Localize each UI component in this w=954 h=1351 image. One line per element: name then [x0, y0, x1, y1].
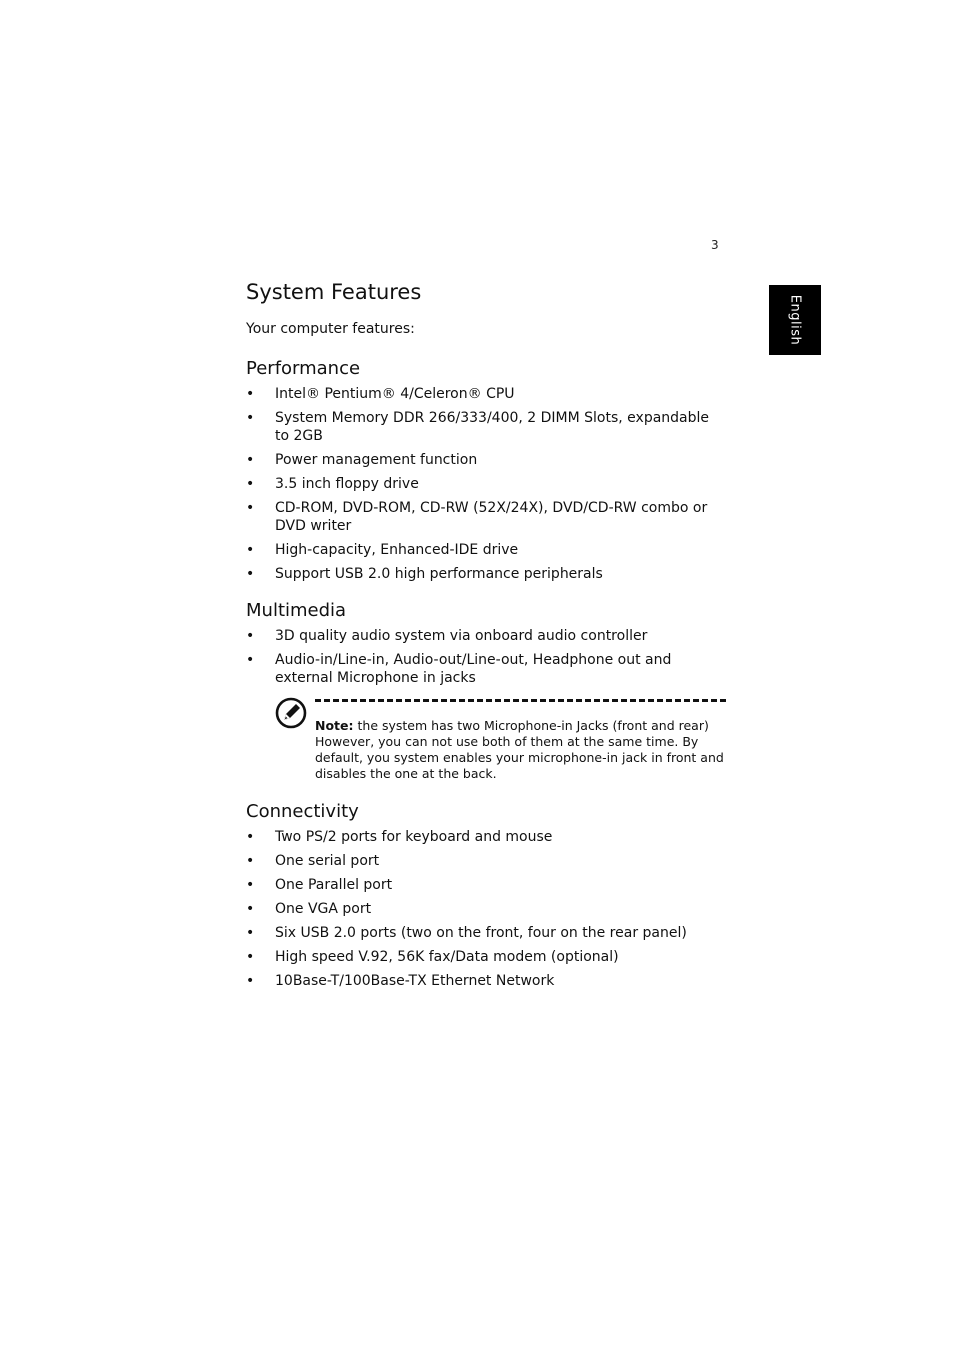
list-item-text: 3D quality audio system via onboard audio controller [275, 628, 648, 644]
list-item-text: One VGA port [275, 901, 372, 917]
list-item-text: 10Base-T/100Base-TX Ethernet Network [275, 973, 555, 989]
list-item-text: One Parallel port [275, 877, 393, 893]
bullet-glyph: • [246, 901, 255, 917]
page-content [246, 278, 726, 1006]
list-item-text: CD-ROM, DVD-ROM, CD-RW (52X/24X), DVD/CD-RW combo or DVD writer [275, 500, 708, 534]
bullet-glyph: • [246, 566, 255, 582]
language-tab [769, 285, 821, 355]
bullet-glyph: • [246, 410, 255, 426]
list-item [246, 876, 726, 894]
list-item-text: System Memory DDR 266/333/400, 2 DIMM Slots, expandable to 2GB [275, 410, 710, 444]
intro-text: Your computer features: [246, 321, 415, 337]
language-tab-label: English [787, 294, 803, 346]
note-body: the system has two Microphone-in Jacks (front and rear) However, you can not use both of them at the same time. By default, you system enables your microphone-in jack in front and disables the one at the back. [315, 718, 724, 781]
list-item [246, 828, 726, 846]
bullet-glyph: • [246, 452, 255, 468]
list-item [246, 541, 726, 559]
connectivity-list [246, 828, 726, 990]
bullet-glyph: • [246, 476, 255, 492]
bullet-glyph: • [246, 877, 255, 893]
note-pencil-icon [275, 697, 307, 729]
list-item [246, 451, 726, 469]
note-divider [315, 699, 726, 702]
note-box [275, 699, 726, 782]
multimedia-heading: Multimedia [246, 600, 347, 621]
bullet-glyph: • [246, 500, 255, 516]
page-number: 3 [711, 238, 719, 252]
bullet-glyph: • [246, 542, 255, 558]
list-item [246, 948, 726, 966]
bullet-glyph: • [246, 973, 255, 989]
performance-heading: Performance [246, 358, 361, 379]
list-item [246, 627, 726, 645]
list-item [246, 852, 726, 870]
bullet-glyph: • [246, 853, 255, 869]
bullet-glyph: • [246, 386, 255, 402]
list-item-text: Intel® Pentium® 4/Celeron® CPU [275, 386, 515, 402]
page-title: System Features [246, 280, 422, 304]
list-item [246, 651, 726, 687]
list-item [246, 565, 726, 583]
bullet-glyph: • [246, 949, 255, 965]
list-item-text: Six USB 2.0 ports (two on the front, four on the rear panel) [275, 925, 687, 941]
bullet-glyph: • [246, 829, 255, 845]
list-item-text: 3.5 inch floppy drive [275, 476, 419, 492]
list-item-text: High-capacity, Enhanced-IDE drive [275, 542, 519, 558]
multimedia-list [246, 627, 726, 687]
connectivity-heading: Connectivity [246, 801, 359, 822]
bullet-glyph: • [246, 652, 255, 668]
bullet-glyph: • [246, 628, 255, 644]
bullet-glyph: • [246, 925, 255, 941]
list-item-text: One serial port [275, 853, 380, 869]
list-item [246, 409, 726, 445]
list-item-text: Audio-in/Line-in, Audio-out/Line-out, Headphone out and external Microphone in jacks [275, 652, 672, 686]
list-item [246, 475, 726, 493]
list-item [246, 385, 726, 403]
note-label: Note: [315, 718, 354, 733]
list-item-text: Power management function [275, 452, 478, 468]
list-item-text: High speed V.92, 56K fax/Data modem (optional) [275, 949, 619, 965]
list-item [246, 924, 726, 942]
list-item [246, 900, 726, 918]
list-item-text: Two PS/2 ports for keyboard and mouse [275, 829, 553, 845]
performance-list [246, 385, 726, 583]
list-item [246, 972, 726, 990]
note-text [315, 718, 726, 782]
list-item [246, 499, 726, 535]
list-item-text: Support USB 2.0 high performance peripherals [275, 566, 603, 582]
